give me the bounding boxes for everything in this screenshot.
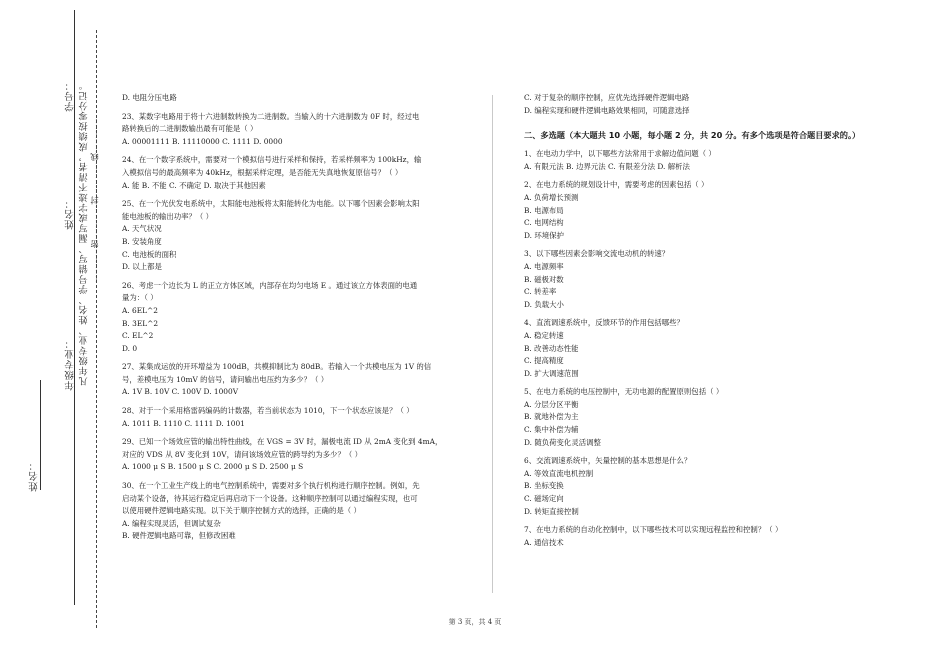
option-text: D. 扩大调速范围 (524, 368, 579, 378)
question-text: 29、已知一个场效应管的输出特性曲线，在 VGS = 3V 时，漏极电流 ID 从 2mA 变化到 4mA， (122, 437, 443, 447)
option-text: C. 对于复杂的顺序控制，应优先选择硬件逻辑电路 (524, 93, 690, 102)
question-text: 5、在电力系统的电压控制中，无功电源的配置原则包括（ ） (524, 387, 724, 397)
option-text: D. 负载大小 (524, 299, 564, 309)
question-text: 7、在电力系统的自动化控制中，以下哪些技术可以实现远程监控和控制？（ ） (524, 525, 783, 535)
binding-margin (0, 0, 110, 672)
option-text: D. 编程实现和硬件逻辑电路效果相同，可随意选择 (524, 105, 690, 115)
question-text: 以使用硬件逻辑电路实现。以下关于顺序控制方式的选择，正确的是（ ） (122, 506, 361, 516)
option-text: B. 硬件逻辑电路可靠，但修改困难 (122, 531, 236, 541)
question-text: 2、在电力系统的规划设计中，需要考虑的因素包括（ ） (524, 180, 709, 190)
option-text: B. 3EL^2 (122, 318, 159, 328)
question-text: 24、在一个数字系统中，需要对一个模拟信号进行采样和保持，若采样频率为 100kHz，输 (122, 155, 422, 165)
option-text: A. 电源频率 (524, 261, 564, 271)
option-text: A. 有限元法 B. 边界元法 C. 有限差分法 D. 解析法 (524, 161, 690, 171)
question-text: 23、某数字电路用于将十六进制数转换为二进制数。当输入的十六进制数为 0F 时，经过电 (122, 111, 420, 121)
option-text: B. 磁极对数 (524, 274, 564, 284)
question-block (122, 280, 472, 356)
option-text: D. 转矩直接控制 (524, 506, 579, 516)
notice-text: 凡年级专业、姓名、学号错写、漏写或字迹不清者，成绩按零分记。 (79, 80, 90, 386)
option-text: D. 电阻分压电路 (122, 93, 177, 102)
question-text: 26、考虑一个边长为 L 的正立方体区域，内部存在均匀电场 E 。通过该立方体表面的电通 (122, 280, 418, 290)
field-underline (74, 10, 75, 605)
option-text: A. 1V B. 10V C. 100V D. 1000V (122, 387, 239, 397)
option-text: A. 等效直流电机控制 (524, 468, 594, 478)
option-text: A. 负荷增长预测 (524, 192, 579, 202)
question-block (524, 248, 869, 311)
question-block (122, 405, 472, 430)
question-block (524, 92, 869, 117)
right-column (524, 92, 869, 549)
option-text: C. 转差率 (524, 287, 557, 297)
student-id-label: 学号： (65, 80, 76, 112)
option-text: B. 电源布局 (524, 205, 564, 215)
question-text: 28、对于一个采用格雷码编码的计数器，若当前状态为 1010，下一个状态应该是？（ ） (122, 406, 414, 416)
question-block (524, 524, 869, 549)
option-text: B. 改善动态性能 (524, 343, 579, 353)
school-label: 姓名： (29, 460, 40, 492)
option-text: C. 电网结构 (524, 218, 564, 228)
question-block (524, 179, 869, 242)
column-divider (492, 95, 493, 593)
seal-dashed-line (96, 30, 97, 628)
question-text: 4、直流调速系统中，反馈环节的作用包括哪些？ (524, 318, 684, 328)
option-text: B. 就地补偿为主 (524, 412, 579, 422)
class-major-label: 年级专业： (65, 338, 76, 391)
question-block (524, 317, 869, 380)
question-block (524, 386, 869, 449)
question-block (122, 361, 472, 399)
left-column (122, 92, 472, 543)
option-text: C. 电池板的面积 (122, 249, 177, 259)
option-text: A. 00001111 B. 11110000 C. 1111 D. 0000 (122, 136, 283, 146)
question-text: 入模拟信号的最高频率为 40kHz，根据采样定理，是否能无失真地恢复原信号？（ ） (122, 167, 403, 177)
question-text: 对应的 VDS 从 8V 变化到 10V，请问该场效应管的跨导约为多少？（ ） (122, 449, 362, 459)
school-underline (40, 380, 41, 490)
question-block (122, 480, 472, 543)
seal-line-text: …………密…………封…………线………… (89, 118, 99, 284)
name-label: 姓名： (65, 198, 76, 230)
question-block (122, 92, 472, 105)
section-title: 二、多选题（本大题共 10 小题，每小题 2 分，共 20 分。有多个选项是符合题目要求的。） (524, 130, 861, 141)
question-block (524, 455, 869, 518)
option-text: D. 0 (122, 343, 138, 353)
option-text: D. 环境保护 (524, 230, 564, 240)
option-text: A. 通信技术 (524, 537, 564, 547)
question-text: 量为：（ ） (122, 293, 158, 303)
option-text: C. EL^2 (122, 331, 154, 341)
question-text: 能电池板的输出功率？（ ） (122, 211, 214, 221)
question-block (122, 154, 472, 192)
option-text: A. 编程实现灵活，但调试复杂 (122, 518, 221, 528)
question-text: 30、在一个工业生产线上的电气控制系统中，需要对多个执行机构进行顺序控制。例如，先 (122, 481, 420, 491)
question-block (122, 198, 472, 274)
question-block (122, 111, 472, 149)
question-block (122, 436, 472, 474)
option-text: C. 磁场定向 (524, 494, 564, 504)
option-text: B. 坐标变换 (524, 481, 564, 491)
question-text: 启动某个设备，待其运行稳定后再启动下一个设备。这种顺序控制可以通过编程实现，也可 (122, 493, 418, 503)
question-block (524, 148, 869, 173)
question-text: 27、某集成运放的开环增益为 100dB，共模抑制比为 80dB。若输入一个共模电压为 1V 的信 (122, 362, 432, 372)
question-text: 25、在一个光伏发电系统中，太阳能电池板将太阳能转化为电能。以下哪个因素会影响太阳 (122, 199, 420, 209)
question-text: 1、在电动力学中，以下哪些方法常用于求解边值问题（ ） (524, 149, 716, 159)
option-text: A. 能 B. 不能 C. 不确定 D. 取决于其他因素 (122, 180, 266, 190)
option-text: A. 天气状况 (122, 224, 162, 234)
option-text: D. 随负荷变化灵活调整 (524, 437, 601, 447)
option-text: D. 以上都是 (122, 262, 162, 272)
option-text: C. 提高精度 (524, 356, 564, 366)
option-text: C. 集中补偿为辅 (524, 425, 579, 435)
option-text: A. 分层分区平衡 (524, 399, 579, 409)
page-number: 第 3 页，共 4 页 (448, 618, 502, 626)
question-text: 3、以下哪些因素会影响交流电动机的转速？ (524, 249, 670, 259)
question-text: 6、交流调速系统中，矢量控制的基本思想是什么？ (524, 456, 692, 466)
option-text: A. 1011 B. 1110 C. 1111 D. 1001 (122, 418, 245, 428)
option-text: A. 6EL^2 (122, 305, 158, 315)
option-text: A. 稳定转速 (524, 330, 564, 340)
option-text: A. 1000 μ S B. 1500 μ S C. 2000 μ S D. 2500 μ S (122, 462, 304, 472)
question-text: 路转换后的二进制数输出最有可能是（ ） (122, 124, 258, 134)
question-text: 号，差模电压为 10mV 的信号，请问输出电压约为多少？（ ） (122, 374, 329, 384)
option-text: B. 安装角度 (122, 236, 162, 246)
